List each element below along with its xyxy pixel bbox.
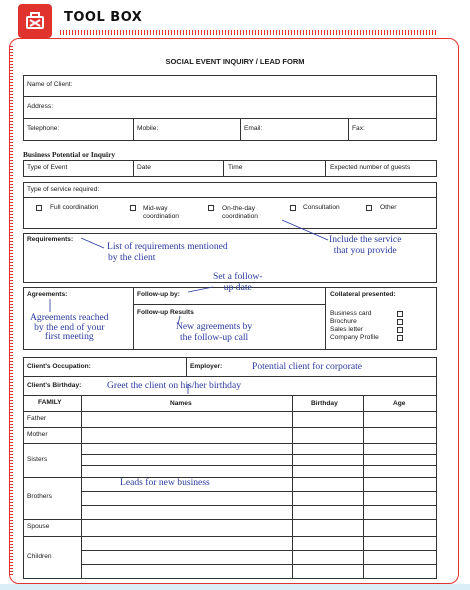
telephone-field[interactable]: Telephone: bbox=[27, 125, 60, 132]
requirements-label: Requirements: bbox=[27, 236, 74, 243]
annotation-greet: Greet the client on his/her birthday bbox=[107, 380, 242, 391]
address-field[interactable]: Address: bbox=[27, 103, 54, 110]
mid-way-label: Mid-way coordination bbox=[143, 205, 179, 220]
mobile-field[interactable]: Mobile: bbox=[137, 125, 159, 132]
family-row-brothers: Brothers bbox=[27, 493, 52, 500]
annotation-leads: Leads for new business bbox=[120, 477, 210, 488]
annotation-follow-up-date: Set a follow- up date bbox=[213, 271, 263, 293]
email-field[interactable]: Email: bbox=[244, 125, 263, 132]
age-header: Age bbox=[393, 400, 406, 407]
occupation-field[interactable]: Client's Occupation: bbox=[27, 363, 91, 370]
collateral-item: Company Profile bbox=[330, 334, 379, 341]
consultation-label: Consultation bbox=[303, 204, 340, 211]
annotation-requirements: List of requirements mentioned by the client bbox=[107, 241, 228, 263]
birthday-field[interactable]: Client's Birthday: bbox=[27, 382, 82, 389]
collateral-item: Business card bbox=[330, 310, 372, 317]
collateral-item: Sales letter bbox=[330, 326, 363, 333]
family-row-spouse: Spouse bbox=[27, 523, 50, 530]
birthday-header: Birthday bbox=[311, 400, 338, 407]
fax-field[interactable]: Fax: bbox=[352, 125, 365, 132]
collateral-label: Collateral presented: bbox=[330, 291, 396, 298]
names-header: Names bbox=[170, 400, 192, 407]
annotation-new-agreements: New agreements by the follow-up call bbox=[176, 321, 253, 343]
family-header: FAMILY bbox=[38, 399, 62, 406]
on-the-day-label: On-the-day coordination bbox=[222, 205, 258, 220]
family-row-sisters: Sisters bbox=[27, 456, 48, 463]
expected-guests-field[interactable]: Expected number of guests bbox=[330, 164, 411, 171]
business-section-title: Business Potential or Inquiry bbox=[23, 150, 116, 159]
form-title: SOCIAL EVENT INQUIRY / LEAD FORM bbox=[165, 57, 305, 66]
annotation-agreements: Agreements reached by the end of your first meeting bbox=[30, 312, 109, 343]
date-field[interactable]: Date bbox=[137, 164, 151, 171]
agreements-label: Agreements: bbox=[27, 291, 68, 298]
time-field[interactable]: Time bbox=[228, 164, 243, 171]
family-row-children: Children bbox=[27, 553, 52, 560]
annotation-service: Include the service that you provide bbox=[329, 234, 402, 256]
name-of-client-field[interactable]: Name of Client: bbox=[27, 81, 73, 88]
brand-name: TOOL BOX bbox=[64, 10, 143, 25]
follow-up-by-field[interactable]: Follow-up by: bbox=[137, 291, 180, 298]
full-coordination-label: Full coordination bbox=[50, 204, 99, 211]
other-label: Other bbox=[380, 204, 397, 211]
type-of-event-field[interactable]: Type of Event bbox=[27, 164, 68, 171]
collateral-item: Brochure bbox=[330, 318, 357, 325]
annotation-potential-client: Potential client for corporate bbox=[252, 361, 363, 372]
family-row-mother: Mother bbox=[27, 431, 48, 438]
service-required-label: Type of service required: bbox=[27, 186, 100, 193]
family-row-father: Father bbox=[27, 415, 47, 422]
follow-up-results-label: Follow-up Results bbox=[137, 309, 194, 316]
employer-field[interactable]: Employer: bbox=[190, 363, 223, 370]
